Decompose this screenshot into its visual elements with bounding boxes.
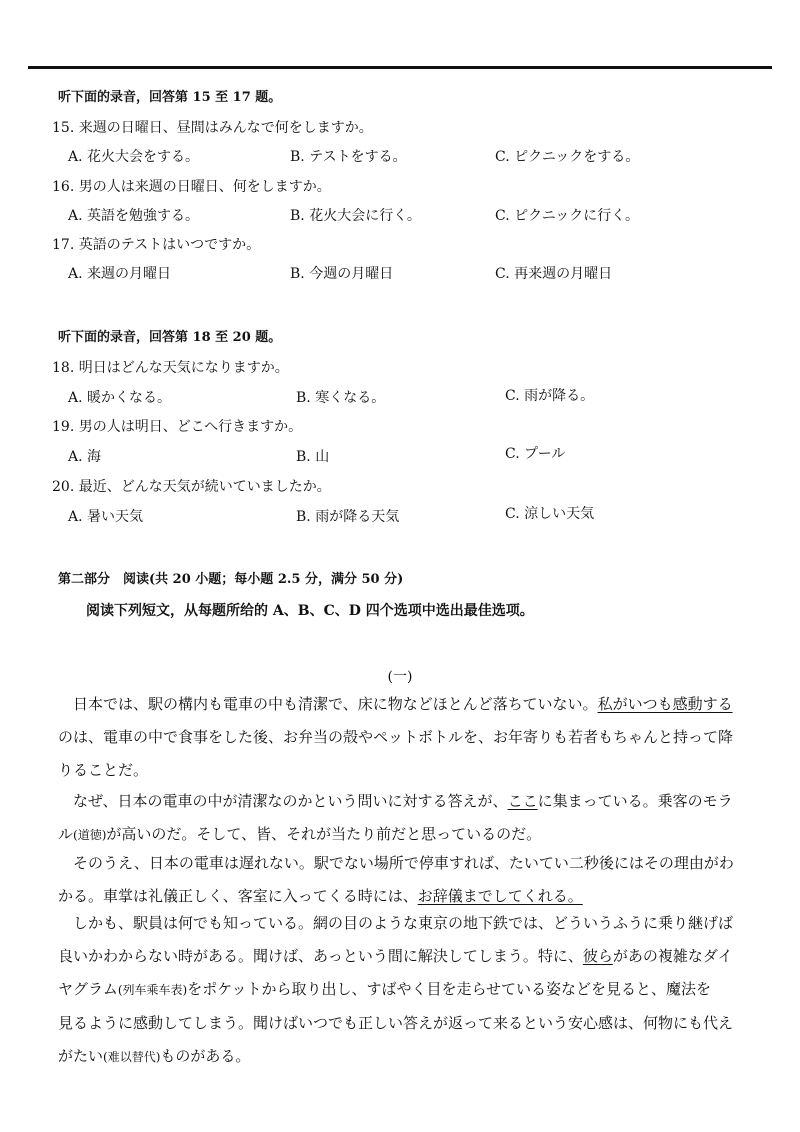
q17-option-c: C. 再来週の月曜日 [495,266,613,282]
passage-paragraph-1 [58,688,764,787]
question-20: 20. 最近、どんな天気が続いていましたか。 [52,479,331,495]
p2-line1b: に集まっている。乗客のモラ [537,792,733,810]
q20-option-c: C. 涼しい天気 [505,506,595,522]
p1-line2: のは、電車の中で食事をした後、お弁当の殻やペットボトルを、お年寄りも若者もちゃんと持って降 [58,728,734,746]
p3-line2a: かる。車掌は礼儀正しく、客室に入ってくる時には、 [58,887,418,905]
section2-instruction: 听下面的录音，回答第 18 至 20 题。 [58,330,282,345]
p4-line5b: ものがある。 [160,1047,251,1065]
q15-option-c: C. ピクニックをする。 [495,149,640,165]
question-19: 19. 男の人は明日、どこへ行きますか。 [52,419,303,435]
q17-option-b: B. 今週の月曜日 [290,266,394,282]
p4-line2a: 良いかわからない時がある。聞けば、あっという間に解決してしまう。特に、 [58,947,583,965]
passage-title: (一) [387,669,413,685]
p4-note-kaegatai: (难以替代) [103,1050,161,1064]
part2-heading: 第二部分 阅读(共 20 小题；每小题 2.5 分，满分 50 分) [58,572,404,587]
q19-option-a: A. 海 [68,449,102,465]
q16-option-c: C. ピクニックに行く。 [495,208,639,224]
q19-option-b: B. 山 [296,449,330,465]
question-15: 15. 来週の日曜日、昼間はみんなで何をしますか。 [52,120,373,136]
part2-instruction: 阅读下列短文，从每题所给的 A、B、C、D 四个选项中选出最佳选项。 [86,603,534,619]
q16-option-a: A. 英語を勉強する。 [68,208,200,224]
passage-paragraph-2 [58,785,764,852]
p2-note: (道徳) [73,828,107,842]
p2-line2a: ル [58,825,74,843]
p1-line3: りることだ。 [58,761,149,779]
p2-line1a: なぜ、日本の電車の中が清潔なのかという問いに対する答えが、 [73,792,508,810]
q18-option-a: A. 暖かくなる。 [68,390,172,406]
q15-option-b: B. テストをする。 [290,149,407,165]
q17-option-a: A. 来週の月曜日 [68,266,172,282]
question-16: 16. 男の人は来週の日曜日、何をしますか。 [52,179,331,195]
q18-option-c: C. 雨が降る。 [505,388,595,404]
p4-underlined-karera: 彼ら [582,947,613,965]
top-rule [28,66,772,69]
p4-note-diagram: (列车乘车表) [117,983,188,997]
passage-paragraph-4 [58,907,764,1074]
section1-instruction: 听下面的录音，回答第 15 至 17 题。 [58,90,282,105]
p4-line1: しかも、駅員は何でも知っている。網の目のような東京の地下鉄では、どういうふうに乗り継げば [73,914,734,932]
q19-option-c: C. プール [505,446,566,462]
q20-option-b: B. 雨が降る天気 [296,509,400,525]
p4-line4: 見るように感動してしまう。聞けばいつでも正しい答えが返って来るという安心感は、何物にも代え [58,1014,734,1032]
p3-line1: そのうえ、日本の電車は遅れない。駅でない場所で停車すれば、たいてい二秒後にはその理由がわ [73,854,734,872]
p4-line5a: がたい [58,1047,104,1065]
p4-line3a: ヤグラム [58,980,118,998]
q16-option-b: B. 花火大会に行く。 [290,208,421,224]
p2-line2b: が高いのだ。そして、皆、それが当たり前だと思っているのだ。 [106,825,542,843]
p3-underlined-ojigi: お辞儀までしてくれる。 [417,887,583,905]
q15-option-a: A. 花火大会をする。 [68,149,200,165]
p2-underlined-koko: ここ [507,792,538,810]
p4-line3b: をポケットから取り出し、すばやく目を走らせている姿などを見ると、魔法を [187,980,712,998]
question-18: 18. 明日はどんな天気になりますか。 [52,360,289,376]
p4-line2b: があの複雑なダイ [612,947,733,965]
p1-underlined-phrase: 私がいつも感動する [597,695,733,713]
question-17: 17. 英語のテストはいつですか。 [52,237,261,253]
passage-paragraph-3 [58,847,764,913]
q20-option-a: A. 暑い天気 [68,509,144,525]
q18-option-b: B. 寒くなる。 [296,390,386,406]
p1-line1: 日本では、駅の構内も電車の中も清潔で、床に物などほとんど落ちていない。 [73,695,598,713]
